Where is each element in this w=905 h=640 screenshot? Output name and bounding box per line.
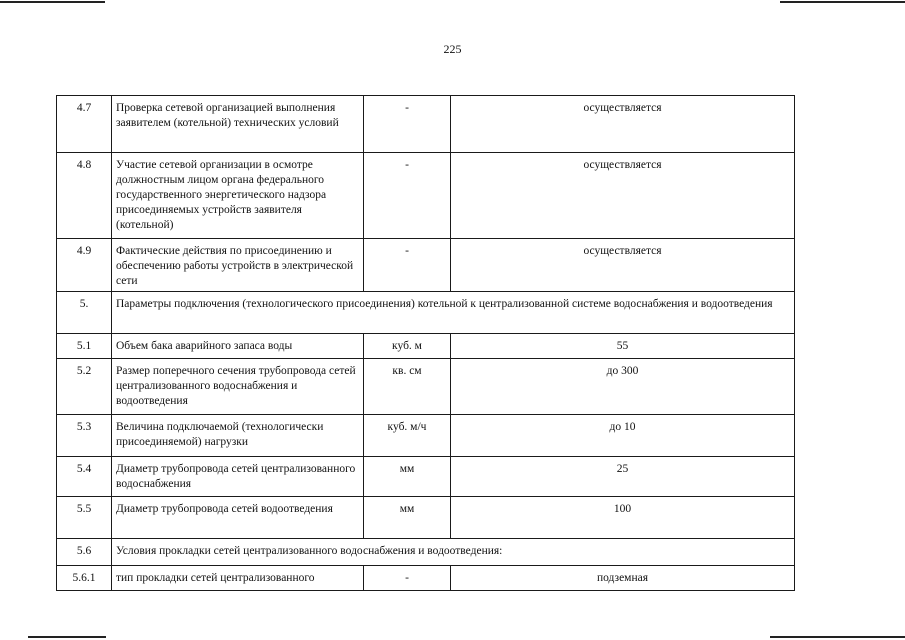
table-row: [57, 334, 795, 359]
table-row: [57, 96, 795, 153]
page-number: 225: [443, 42, 462, 56]
table-row: [57, 239, 795, 292]
row-value: до 10: [451, 415, 795, 457]
row-description: Величина подключаемой (технологически присоединяемой) нагрузки: [112, 415, 364, 457]
row-unit: мм: [364, 457, 451, 497]
table-row: [57, 415, 795, 457]
row-unit: -: [364, 566, 451, 591]
row-description: Объем бака аварийного запаса воды: [112, 334, 364, 359]
row-number: 5.4: [57, 457, 112, 497]
row-value: осуществляется: [451, 239, 795, 292]
row-number: 4.8: [57, 153, 112, 239]
row-value: подземная: [451, 566, 795, 591]
section-row: [57, 539, 795, 566]
row-unit: мм: [364, 497, 451, 539]
row-unit: куб. м/ч: [364, 415, 451, 457]
section-number: 5.6: [57, 539, 112, 566]
table-row: [57, 359, 795, 415]
row-description: Размер поперечного сечения трубопровода сетей централизованного водоснабжения и водоотведения: [112, 359, 364, 415]
row-value: 25: [451, 457, 795, 497]
row-value: 55: [451, 334, 795, 359]
scan-edge-top-right: [780, 1, 905, 3]
row-value: осуществляется: [451, 153, 795, 239]
row-unit: куб. м: [364, 334, 451, 359]
scan-edge-top-left: [0, 1, 105, 3]
row-number: 5.2: [57, 359, 112, 415]
scan-edge-bottom-right: [770, 636, 905, 638]
row-unit: кв. см: [364, 359, 451, 415]
section-title: Условия прокладки сетей централизованного водоснабжения и водоотведения:: [112, 539, 795, 566]
row-unit: -: [364, 96, 451, 153]
row-unit: -: [364, 153, 451, 239]
row-number: 4.7: [57, 96, 112, 153]
row-number: 5.6.1: [57, 566, 112, 591]
section-title: Параметры подключения (технологического присоединения) котельной к централизованной системе водоснабжения и водоотведения: [112, 292, 795, 334]
row-description: Фактические действия по присоединению и обеспечению работы устройств в электрической сети: [112, 239, 364, 292]
row-number: 5.3: [57, 415, 112, 457]
technical-conditions-table: [56, 95, 795, 591]
section-row: [57, 292, 795, 334]
table-row: [57, 497, 795, 539]
row-number: 5.5: [57, 497, 112, 539]
section-number: 5.: [57, 292, 112, 334]
table-row: [57, 566, 795, 591]
table-row: [57, 457, 795, 497]
row-number: 5.1: [57, 334, 112, 359]
row-description: Диаметр трубопровода сетей водоотведения: [112, 497, 364, 539]
scan-edge-bottom-left: [28, 636, 106, 638]
row-value: осуществляется: [451, 96, 795, 153]
row-unit: -: [364, 239, 451, 292]
row-value: до 300: [451, 359, 795, 415]
row-description: тип прокладки сетей централизованного: [112, 566, 364, 591]
table-row: [57, 153, 795, 239]
row-number: 4.9: [57, 239, 112, 292]
row-description: Участие сетевой организации в осмотре должностным лицом органа федерального государственного энергетического надзора присоединяемых устройств заявителя (котельной): [112, 153, 364, 239]
row-value: 100: [451, 497, 795, 539]
row-description: Диаметр трубопровода сетей централизованного водоснабжения: [112, 457, 364, 497]
row-description: Проверка сетевой организацией выполнения заявителем (котельной) технических условий: [112, 96, 364, 153]
